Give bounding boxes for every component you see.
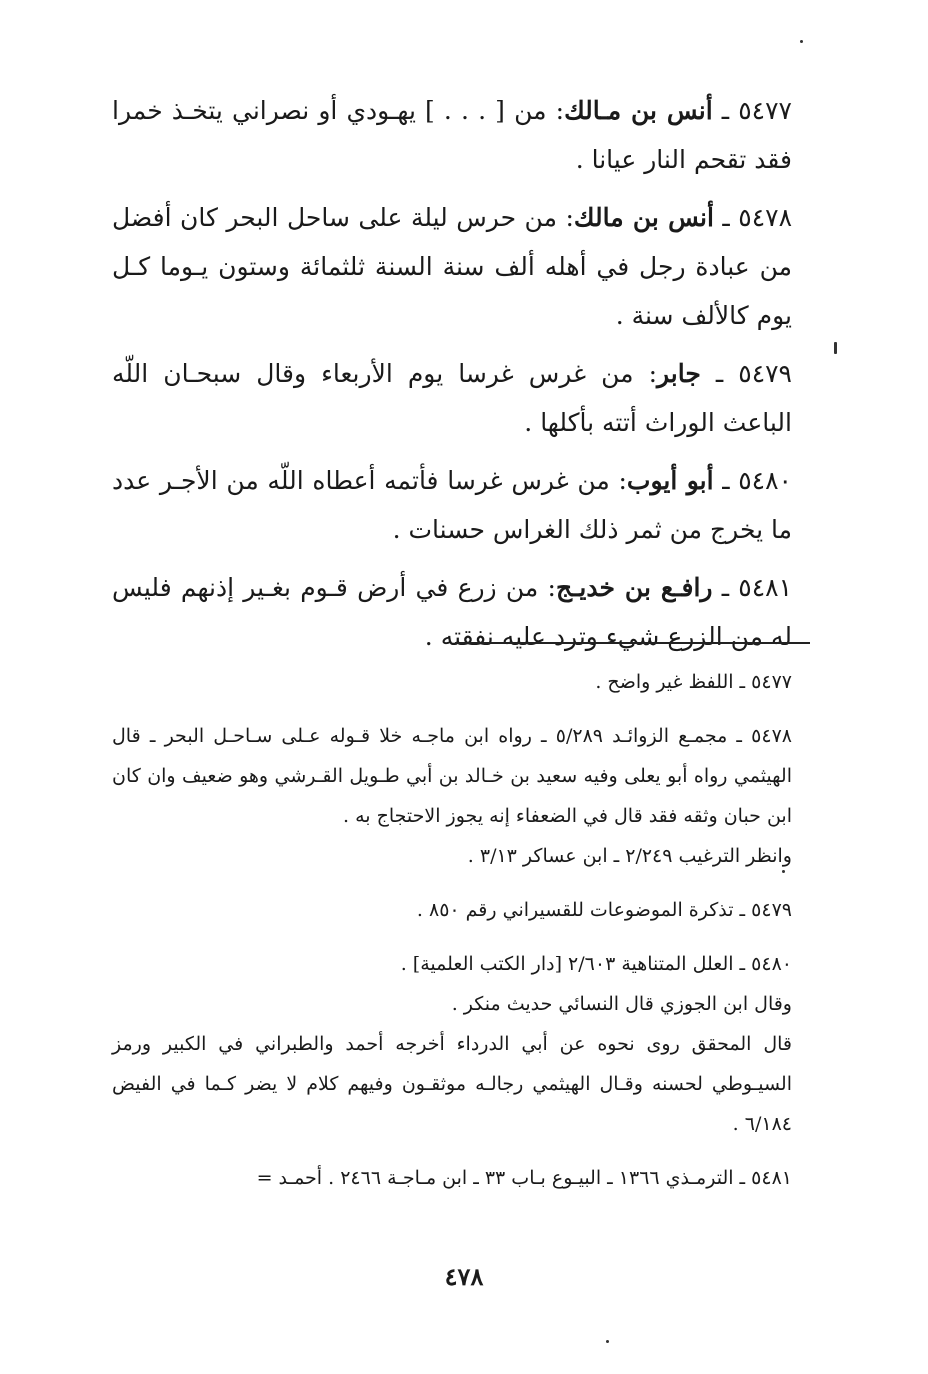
footnotes <box>112 662 792 1212</box>
footnote-line: قال المحقق روى نحوه عن أبي الدرداء أخرجه أحمد والطبراني في الكبير ورمز السيـوطي لحسنه وقـال الهيثمي رجالـه موثقـون وفيهم كلام لا يضر كـما في الفيض ٦/١٨٤ . <box>112 1033 792 1135</box>
footnote <box>112 890 792 930</box>
scan-speck <box>782 870 785 873</box>
scan-speck <box>800 40 803 43</box>
hadith-entry <box>112 456 792 554</box>
footnote-line: ٥٤٨١ ـ الترمـذي ١٣٦٦ ـ البيـوع بـاب ٣٣ ـ ابن مـاجـة ٢٤٦٦ . أحمـد = <box>256 1167 792 1189</box>
hadith-text: من غرس غرسا يوم الأربعاء وقال سبحـان اللّه الباعث الوراث أتته بأكلها . <box>112 359 792 437</box>
footnote-line: ٥٤٨٠ ـ العلل المتناهية ٢/٦٠٣ [دار الكتب العلمية] . <box>400 953 792 975</box>
hadith-number: ٥٤٧٧ <box>738 96 792 125</box>
hadith-narrator: رافـع بن خديـج <box>555 573 713 602</box>
hadith-number: ٥٤٧٩ <box>738 359 792 388</box>
hadith-entry <box>112 563 792 661</box>
hadith-text: من غرس غرسا فأتمه أعطاه اللّه من الأجـر عدد ما يخرج من ثمر ذلك الغراس حسنات . <box>112 466 792 544</box>
hadith-narrator: أبو أيوب <box>626 466 714 495</box>
scan-speck <box>834 342 837 354</box>
footnote-line: وانظر الترغيب ٢/٢٤٩ ـ ابن عساكر ٣/١٣ . <box>467 845 792 867</box>
hadith-narrator: أنس بن مالك <box>573 203 714 232</box>
hadith-narrator: أنس بن مـالك <box>564 96 713 125</box>
hadith-text: من حرس ليلة على ساحل البحر كان أفضل من عبادة رجل في أهله ألف سنة السنة ثلثمائة وستون يـوما كـل يوم كالألف سنة . <box>112 203 792 330</box>
footnote <box>112 1158 792 1198</box>
colon: : <box>546 96 565 125</box>
footnote-line: وقال ابن الجوزي قال النسائي حديث منكر . <box>451 993 792 1015</box>
footnote <box>112 662 792 702</box>
dash: ـ <box>713 466 730 495</box>
hadith-text: من زرع في أرض قـوم بغـير إذنهم فليس له من الزرع شيء وترد عليه نفقته . <box>112 573 792 651</box>
dash: ـ <box>713 203 730 232</box>
footnote-line: ٥٤٧٨ ـ مجمـع الزوائـد ٥/٢٨٩ ـ رواه ابن ماجـه خلا قـوله عـلى سـاحـل البحر ـ قال الهيثمي رواه أبو يعلى وفيه سعيد بن خـالد بن أبي طـويل القـرشي وهو ضعيف وان كان ابن حبان وثقه فقد قال في الضعفاء إنه يجوز الاحتجاج به . <box>112 725 792 827</box>
hadith-list <box>112 86 792 670</box>
hadith-text: من [ . . . ] يهـودي أو نصراني يتخـذ خمرا فقد تقحم النار عيانا . <box>112 96 792 174</box>
hadith-number: ٥٤٧٨ <box>738 203 792 232</box>
footnote <box>112 944 792 1144</box>
hadith-entry <box>112 193 792 340</box>
colon: : <box>538 573 556 602</box>
hadith-entry <box>112 349 792 447</box>
colon: : <box>633 359 658 388</box>
scan-speck <box>606 1340 609 1343</box>
footnote <box>112 716 792 876</box>
footnote-line: ٥٤٧٩ ـ تذكرة الموضوعات للقسيراني رقم ٨٥٠ . <box>416 899 792 921</box>
footnote-line: ٥٤٧٧ ـ اللفظ غير واضح . <box>595 671 792 693</box>
footnote-divider <box>455 642 810 644</box>
hadith-entry <box>112 86 792 184</box>
hadith-number: ٥٤٨١ <box>738 573 792 602</box>
dash: ـ <box>700 359 724 388</box>
colon: : <box>609 466 627 495</box>
dash: ـ <box>712 573 730 602</box>
dash: ـ <box>712 96 730 125</box>
hadith-narrator: جابر <box>657 359 701 388</box>
page-number: ٤٧٨ <box>444 1262 484 1291</box>
colon: : <box>556 203 574 232</box>
hadith-number: ٥٤٨٠ <box>738 466 792 495</box>
